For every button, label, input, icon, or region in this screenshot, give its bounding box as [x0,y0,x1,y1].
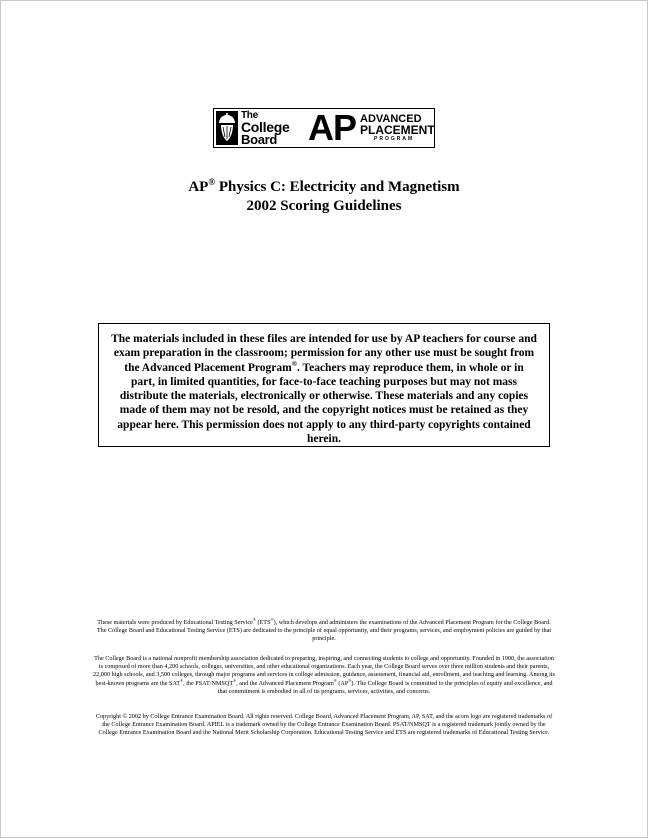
document-title [0,178,648,216]
title-ap: AP [188,179,209,195]
permission-notice [98,323,550,447]
cb-the: The [241,110,258,121]
ap-advanced: ADVANCED [360,113,422,125]
footer-p1-a: These materials were produced by Educational Testing Service [97,619,253,626]
cb-college: College [241,119,290,135]
ap-placement: PLACEMENT [360,123,435,137]
footer-p2-d: (AP [336,679,349,687]
footer-reg-mark: ® [333,677,337,683]
college-board-wordmark [241,110,289,146]
title-line-1 [0,178,648,197]
footer-p1-b: (ETS [255,619,271,626]
footer-p1-c: ), which develops and administers the examinations of the Advanced Placement Program for the College Board. The College Board and Educational Testing Service (ETS) are dedicated to the principle of equal opportunity, and their programs, services, and employment policies are guided by that principle. [96,619,552,643]
footer-copyright-paragraph: Copyright © 2002 by College Entrance Examination Board. All rights reserved. College Board, Advanced Placement Program, AP, SAT, and the acorn logo are registered trademarks of the College Entrance Examination Board. APIEL is a trademark owned by the College Entrance Examination Board. PSAT/NMSQT is a registered trademark jointly owned by the College Entrance Examination Board and the National Merit Scholarship Corporation. Educational Testing Service and ETS are registered trademarks of Educational Testing Service. [95,713,553,737]
title-subject: Physics C: Electricity and Magnetism [215,179,460,195]
footer-p2-e: ). The College Board is committed to the principles of equity and excellence, and that commitment is embodied in all of its programs, services, activities, and concerns. [217,679,553,695]
ap-mark: AP [308,107,357,148]
college-board-ap-logo [213,108,435,148]
footer-college-board-paragraph [92,655,556,696]
footer-reg-mark: ® [270,616,274,622]
footer-ets-paragraph [92,616,556,644]
notice-reg-mark: ® [291,359,297,368]
footer-p2-a: The College Board is a national nonprofit membership association dedicated to preparing, inspiring, and connecting students to college and opportunity. Founded in 1900, the association is composed of more than 4,200 schools, colleges, universities, and other educational organizations. Each year, the College Board serves over three million students and their parents, 22,000 high schools, and 3,500 colleges, through major programs and services in college admission, guidance, assessment, financial aid, enrollment, and teaching and learning. Among its best-known programs are the SAT [93,655,555,687]
title-line-2: 2002 Scoring Guidelines [246,198,402,214]
ap-program: PROGRAM [374,136,415,142]
cb-board: Board [241,132,278,147]
notice-part-1: The materials included in these files are intended for use by AP teachers for course and exam preparation in the classroom; permission for any other use must be sought from the Advanced Placement Program [111,333,537,374]
footer-reg-mark: ® [180,677,184,683]
notice-part-2: . Teachers may reproduce them, in whole or in part, in limited quantities, for face-to-face teaching purposes but may not mass distribute the materials, electronically or otherwise. These materials and any copies made of them may not be resold, and the copyright notices must be retained as they appear here. This permission does not apply to any third-party copyrights contained herein. [117,361,531,446]
footer-reg-mark: ® [348,677,352,683]
footer-reg-mark: ® [233,677,237,683]
title-reg-mark: ® [208,177,216,187]
footer-reg-mark: ® [252,616,256,622]
footer-p2-c: , and the Advanced Placement Program [236,679,334,687]
acorn-logo-icon [216,111,238,145]
ap-wordmark [360,114,435,143]
footer-p2-b: , the PSAT/NMSQT [183,679,234,687]
